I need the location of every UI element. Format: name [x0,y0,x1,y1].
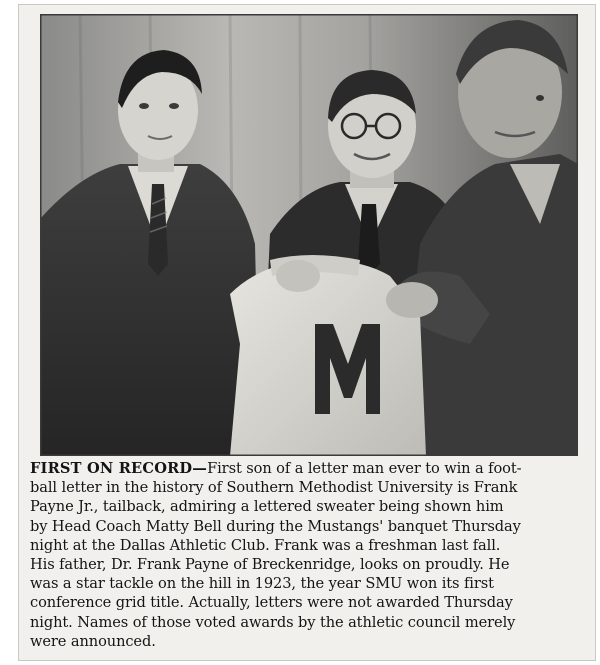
caption-text: were announced. [30,632,156,650]
caption-text: His father, Dr. Frank Payne of Breckenridge, looks on proudly. He [30,556,510,574]
photo-caption [30,459,598,651]
caption-text: night. Names of those voted awards by the athletic council merely [30,613,516,631]
caption-text: conference grid title. Actually, letters were not awarded Thursday [30,594,513,612]
caption-headline: FIRST ON RECORD— [30,460,208,477]
caption-text: night at the Dallas Athletic Club. Frank was a freshman last fall. [30,536,501,554]
news-photo [40,14,578,456]
caption-text: by Head Coach Matty Bell during the Mustangs' banquet Thursday [30,517,521,535]
caption-text: ball letter in the history of Southern Methodist University is Frank [30,479,518,497]
caption-text: Payne Jr., tailback, admiring a lettered sweater being shown him [30,498,504,516]
caption-text: First son of a letter man ever to win a foot- [207,460,522,477]
caption-line-1 [30,459,598,478]
caption-text: was a star tackle on the hill in 1923, the year SMU won its first [30,575,494,593]
lettered-sweater [230,255,438,456]
